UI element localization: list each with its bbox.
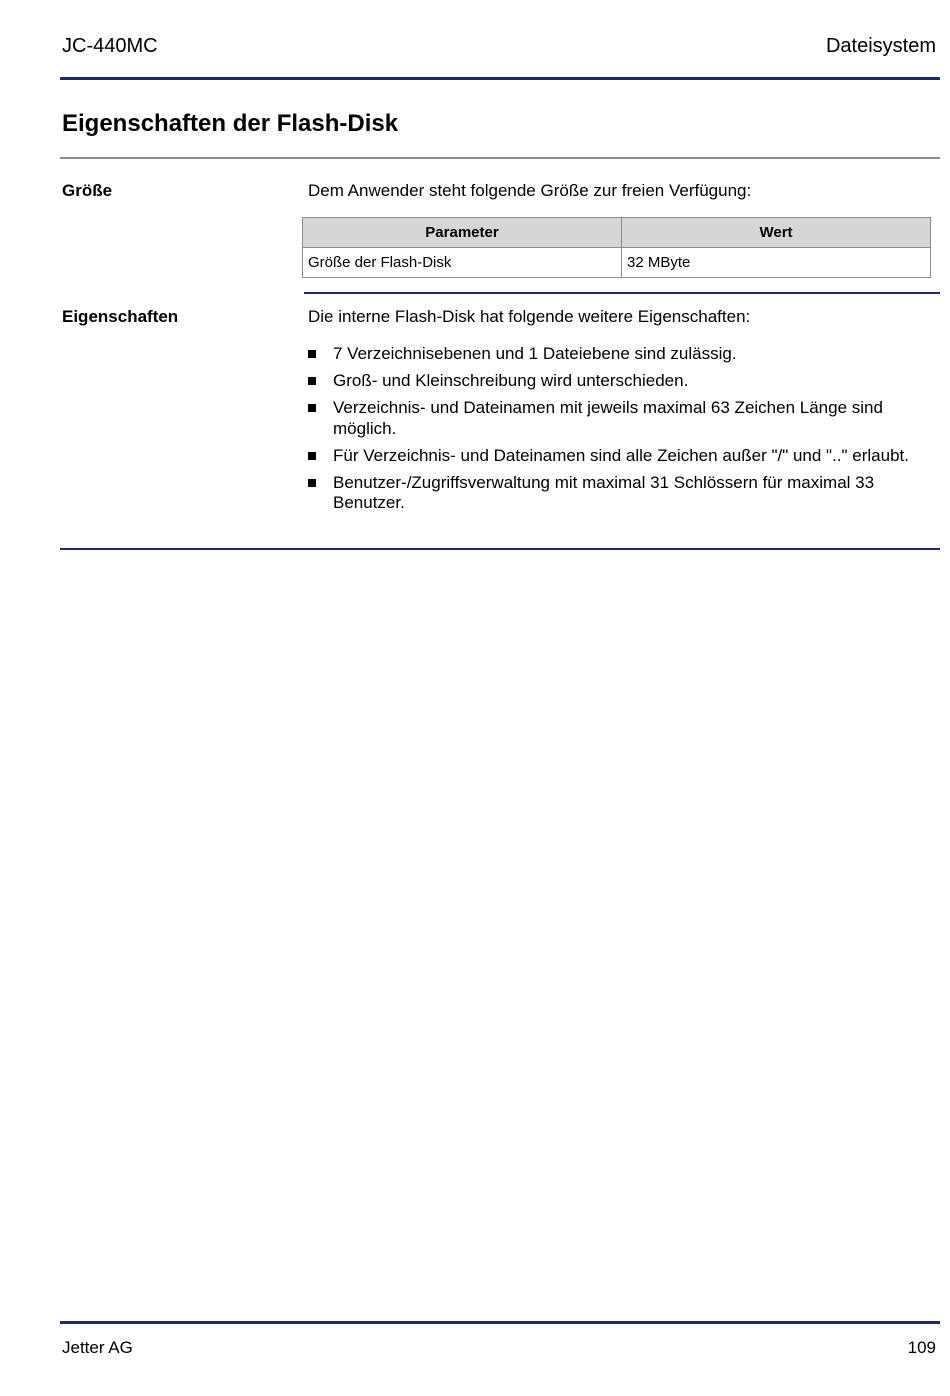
square-bullet-icon (308, 404, 316, 412)
footer-company: Jetter AG (62, 1338, 133, 1357)
header-rule (60, 77, 940, 80)
table-row (303, 248, 931, 278)
section-label-size: Größe (62, 181, 113, 200)
table-header-row (303, 218, 931, 248)
square-bullet-icon (308, 479, 316, 487)
page-number: 109 (907, 1338, 936, 1357)
list-item-text: Für Verzeichnis- und Dateinamen sind alle Zeichen außer "/" und ".." erlaubt. (333, 445, 909, 465)
properties-list (308, 344, 928, 520)
list-item-text: Groß- und Kleinschreibung wird unterschieden. (333, 371, 689, 390)
section-intro-size: Dem Anwender steht folgende Größe zur freien Verfügung: (308, 181, 752, 200)
square-bullet-icon (308, 377, 316, 385)
list-item-text: Benutzer-/Zugriffsverwaltung mit maximal 31 Schlössern für maximal 33 Benutzer. (333, 472, 875, 512)
title-rule (60, 157, 940, 159)
header-chapter-name: Dateisystem (825, 35, 936, 57)
list-item (308, 473, 928, 514)
list-item (308, 398, 928, 439)
section-intro-properties: Die interne Flash-Disk hat folgende weitere Eigenschaften: (308, 307, 751, 326)
square-bullet-icon (308, 350, 316, 358)
list-item-text: Verzeichnis- und Dateinamen mit jeweils maximal 63 Zeichen Länge sind möglich. (333, 398, 883, 438)
list-item-text: 7 Verzeichnisebenen und 1 Dateiebene sind zulässig. (333, 344, 737, 363)
square-bullet-icon (308, 452, 316, 460)
page-title: Eigenschaften der Flash-Disk (62, 110, 399, 137)
table-header-value: Wert (622, 218, 931, 248)
list-item (308, 371, 928, 392)
list-item (308, 446, 928, 467)
section-label-properties: Eigenschaften (62, 307, 179, 326)
footer-rule (60, 1321, 940, 1324)
table-header-parameter: Parameter (303, 218, 622, 248)
section-end-rule (60, 548, 940, 550)
header-product-name: JC-440MC (62, 35, 158, 57)
list-item (308, 344, 928, 365)
table-cell-parameter: Größe der Flash-Disk (303, 248, 622, 278)
section-divider (304, 292, 940, 294)
size-table (302, 217, 931, 278)
table-cell-value: 32 MByte (622, 248, 931, 278)
